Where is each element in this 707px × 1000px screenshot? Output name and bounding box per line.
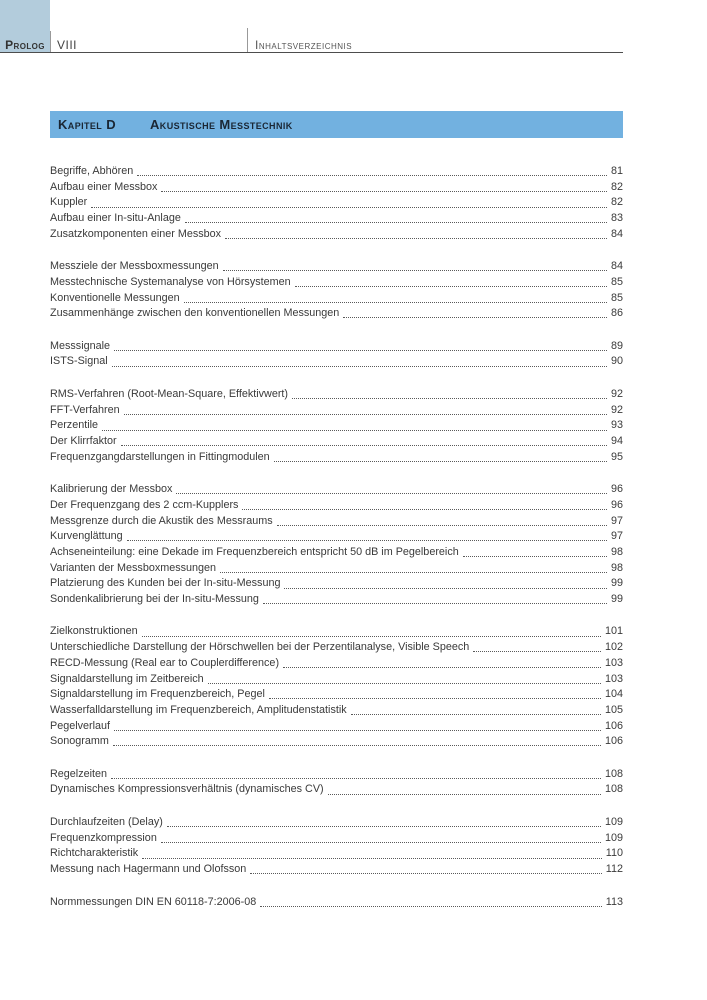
toc-leader-dots <box>114 350 607 351</box>
toc-entry <box>50 211 623 227</box>
toc-entry-page: 83 <box>610 212 623 225</box>
toc-entry-page: 109 <box>604 831 623 844</box>
toc-entry-page: 84 <box>610 260 623 273</box>
toc-entry-title: Achseneinteilung: eine Dekade im Frequenzbereich entspricht 50 dB im Pegelbereich <box>50 545 459 558</box>
toc-leader-dots <box>127 540 607 541</box>
toc-entry-page: 81 <box>610 165 623 177</box>
toc-entry-title: Unterschiedliche Darstellung der Hörschwellen bei der Perzentilanalyse, Visible Speech <box>50 641 470 654</box>
toc-entry-page: 89 <box>610 339 623 352</box>
toc-entry <box>50 180 623 196</box>
toc-entry <box>50 529 623 545</box>
toc-entry-title: Kurvenglättung <box>50 530 123 543</box>
toc-entry-page: 109 <box>604 815 623 828</box>
toc-entry-page: 97 <box>610 530 623 543</box>
toc-leader-dots <box>242 509 607 510</box>
toc-leader-dots <box>121 445 607 446</box>
toc-leader-dots <box>142 636 601 637</box>
toc-entry <box>50 482 623 498</box>
toc-entry <box>50 846 623 862</box>
toc-entry-title: Messsignale <box>50 339 111 352</box>
toc-leader-dots <box>220 572 607 573</box>
toc-entry <box>50 767 623 783</box>
toc-entry-title: Perzentile <box>50 419 99 432</box>
toc-leader-dots <box>463 556 607 557</box>
chapter-bar <box>50 111 623 138</box>
toc-leader-dots <box>112 366 607 367</box>
toc-entry <box>50 862 623 878</box>
toc-leader-dots <box>328 794 601 795</box>
toc-entry <box>50 656 623 672</box>
toc-leader-dots <box>225 238 607 239</box>
toc-entry-page: 84 <box>610 227 623 240</box>
toc-group <box>50 767 623 798</box>
toc-entry-title: Frequenzgangdarstellungen in Fittingmodulen <box>50 450 270 463</box>
toc-entry-page: 104 <box>604 688 623 701</box>
toc-entry <box>50 687 623 703</box>
toc-entry <box>50 164 623 180</box>
toc-entry-title: Sonogramm <box>50 735 109 748</box>
toc-entry-page: 108 <box>604 767 623 780</box>
toc-leader-dots <box>284 588 607 589</box>
toc-leader-dots <box>274 461 607 462</box>
toc-group <box>50 895 623 911</box>
toc-entry-page: 106 <box>604 735 623 748</box>
toc-entry-page: 103 <box>604 672 623 685</box>
toc-entry-page: 106 <box>604 719 623 732</box>
toc-entry <box>50 624 623 640</box>
toc-leader-dots <box>114 730 601 731</box>
toc-entry-title: Signaldarstellung im Frequenzbereich, Pegel <box>50 688 265 701</box>
toc-entry <box>50 545 623 561</box>
toc-entry-title: Varianten der Messboxmessungen <box>50 561 217 574</box>
toc-entry-page: 98 <box>610 561 623 574</box>
toc-entry-page: 101 <box>604 625 623 638</box>
toc-entry-page: 94 <box>610 435 623 448</box>
toc-leader-dots <box>473 651 601 652</box>
toc-entry-title: Normmessungen DIN EN 60118-7:2006-08 <box>50 895 257 908</box>
toc-entry <box>50 640 623 656</box>
toc-entry-page: 112 <box>605 863 623 876</box>
toc-entry-page: 103 <box>604 656 623 669</box>
toc-entry-title: Messung nach Hagermann und Olofsson <box>50 863 247 876</box>
toc-entry-title: FFT-Verfahren <box>50 403 120 416</box>
toc-entry-page: 92 <box>610 387 623 400</box>
toc-group <box>50 164 623 242</box>
toc-entry <box>50 498 623 514</box>
header-rule <box>0 52 623 53</box>
toc-entry <box>50 291 623 307</box>
toc-entry-title: Zusatzkomponenten einer Messbox <box>50 227 222 240</box>
toc-entry-page: 85 <box>610 275 623 288</box>
toc-entry <box>50 418 623 434</box>
toc-entry-page: 86 <box>610 307 623 320</box>
toc-entry-title: Kalibrierung der Messbox <box>50 483 173 496</box>
header-divider-left <box>50 31 51 52</box>
header-divider-right <box>247 28 248 52</box>
toc-entry-page: 98 <box>610 545 623 558</box>
toc-entry-title: Platzierung des Kunden bei der In-situ-Messung <box>50 577 281 590</box>
toc-leader-dots <box>223 270 607 271</box>
toc-entry-title: Wasserfalldarstellung im Frequenzbereich, Amplitudenstatistik <box>50 703 347 716</box>
toc-entry <box>50 403 623 419</box>
toc-entry-title: Zusammenhänge zwischen den konventionellen Messungen <box>50 307 340 320</box>
toc-entry-title: Aufbau einer In-situ-Anlage <box>50 212 181 225</box>
chapter-label: Kapitel D <box>58 117 116 132</box>
toc-entry <box>50 831 623 847</box>
toc-entry <box>50 195 623 211</box>
toc-entry <box>50 450 623 466</box>
toc-entry-page: 99 <box>610 577 623 590</box>
toc-entry <box>50 703 623 719</box>
toc-leader-dots <box>277 525 607 526</box>
toc-leader-dots <box>283 667 601 668</box>
header-section-label: Prolog <box>5 38 45 52</box>
toc-entry-title: ISTS-Signal <box>50 355 108 368</box>
toc-entry-page: 82 <box>610 180 623 193</box>
toc-entry-page: 95 <box>610 450 623 463</box>
toc-entry-title: Messgrenze durch die Akustik des Messraums <box>50 514 273 527</box>
toc-entry <box>50 275 623 291</box>
toc-entry-page: 113 <box>605 895 623 908</box>
toc-leader-dots <box>176 493 607 494</box>
toc-leader-dots <box>343 317 607 318</box>
toc-entry <box>50 895 623 911</box>
toc-entry <box>50 719 623 735</box>
toc-group <box>50 387 623 465</box>
toc-entry-page: 82 <box>610 196 623 209</box>
toc-leader-dots <box>142 858 602 859</box>
toc-leader-dots <box>250 873 602 874</box>
toc-entry <box>50 387 623 403</box>
toc-entry-title: Begriffe, Abhören <box>50 165 134 177</box>
toc-entry-title: Zielkonstruktionen <box>50 625 138 638</box>
toc-entry <box>50 339 623 355</box>
toc-leader-dots <box>208 683 601 684</box>
toc-leader-dots <box>263 603 607 604</box>
toc-leader-dots <box>161 842 601 843</box>
toc-entry <box>50 259 623 275</box>
toc-leader-dots <box>113 745 601 746</box>
toc-entry-title: RECD-Messung (Real ear to Couplerdifference) <box>50 656 280 669</box>
toc-entry <box>50 227 623 243</box>
toc-leader-dots <box>137 175 607 176</box>
toc-entry <box>50 514 623 530</box>
toc-entry-page: 97 <box>610 514 623 527</box>
toc-entry-title: Messziele der Messboxmessungen <box>50 260 219 273</box>
toc-entry-title: Durchlaufzeiten (Delay) <box>50 815 163 828</box>
toc-entry <box>50 592 623 608</box>
toc-entry-page: 105 <box>604 703 623 716</box>
toc-leader-dots <box>111 778 601 779</box>
toc-entry-title: Regelzeiten <box>50 767 108 780</box>
toc-entry-page: 102 <box>604 641 623 654</box>
toc-entry-page: 96 <box>610 498 623 511</box>
header-title: Inhaltsverzeichnis <box>255 38 353 52</box>
toc-entry <box>50 434 623 450</box>
toc-leader-dots <box>161 191 607 192</box>
toc-leader-dots <box>351 714 601 715</box>
toc-entry-title: Frequenzkompression <box>50 831 157 844</box>
toc-leader-dots <box>295 286 607 287</box>
toc-entry-title: Messtechnische Systemanalyse von Hörsystemen <box>50 275 291 288</box>
toc-entry <box>50 815 623 831</box>
toc-entry <box>50 561 623 577</box>
toc-entry-title: Konventionelle Messungen <box>50 291 180 304</box>
toc-entry <box>50 672 623 688</box>
toc-entry-title: Der Frequenzgang des 2 ccm-Kupplers <box>50 498 239 511</box>
toc-group <box>50 259 623 322</box>
toc-entry <box>50 354 623 370</box>
toc-entry-page: 93 <box>610 419 623 432</box>
toc-leader-dots <box>167 826 601 827</box>
toc-leader-dots <box>91 207 607 208</box>
toc-leader-dots <box>124 414 607 415</box>
toc-leader-dots <box>184 302 607 303</box>
header-page-number: VIII <box>57 38 78 52</box>
toc-group <box>50 815 623 878</box>
toc-group <box>50 624 623 750</box>
toc-leader-dots <box>102 430 607 431</box>
toc-entry-title: RMS-Verfahren (Root-Mean-Square, Effektivwert) <box>50 387 289 400</box>
toc-entry-page: 90 <box>610 355 623 368</box>
toc-entry-title: Dynamisches Kompressionsverhältnis (dynamisches CV) <box>50 783 324 796</box>
toc-entry-page: 96 <box>610 483 623 496</box>
toc-group <box>50 339 623 370</box>
toc-entry <box>50 306 623 322</box>
toc-entry-title: Der Klirrfaktor <box>50 435 117 448</box>
toc-entry-page: 108 <box>604 783 623 796</box>
toc-entry-title: Aufbau einer Messbox <box>50 180 158 193</box>
toc-entry-page: 110 <box>605 847 623 860</box>
toc-entry-title: Pegelverlauf <box>50 719 111 732</box>
toc-entry-page: 92 <box>610 403 623 416</box>
toc-leader-dots <box>292 398 607 399</box>
toc-leader-dots <box>269 698 601 699</box>
toc-leader-dots <box>260 906 602 907</box>
toc-list <box>50 164 623 927</box>
toc-entry-title: Sondenkalibrierung bei der In-situ-Messung <box>50 593 259 605</box>
toc-entry <box>50 782 623 798</box>
toc-entry-page: 85 <box>610 291 623 304</box>
toc-entry-title: Kuppler <box>50 196 88 209</box>
toc-entry <box>50 734 623 750</box>
toc-group <box>50 482 623 608</box>
toc-entry-title: Signaldarstellung im Zeitbereich <box>50 672 204 685</box>
toc-entry-title: Richtcharakteristik <box>50 847 139 860</box>
chapter-title: Akustische Messtechnik <box>150 117 293 132</box>
toc-entry <box>50 576 623 592</box>
toc-leader-dots <box>185 222 607 223</box>
toc-entry-page: 99 <box>610 593 623 605</box>
